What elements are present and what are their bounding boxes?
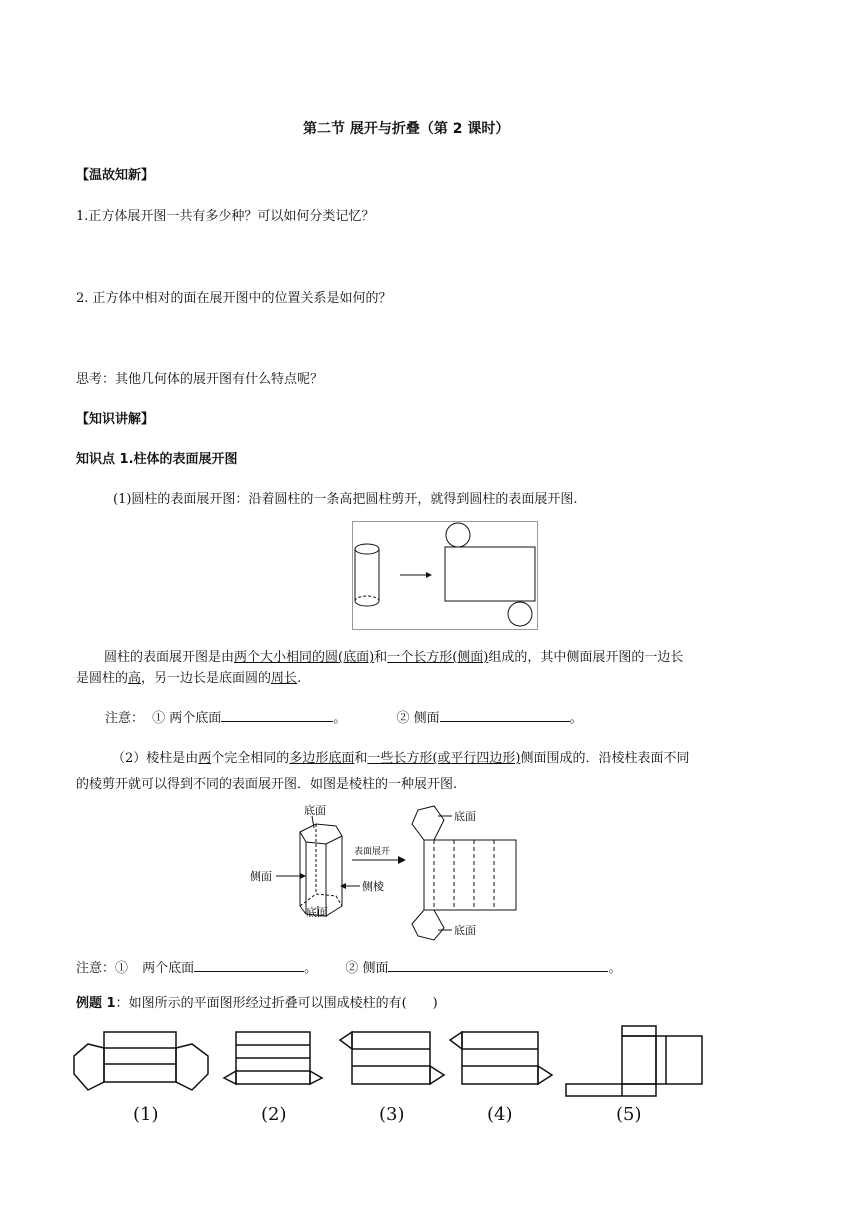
figure-2 [224,1032,322,1084]
text-fragment: （2）棱柱是由 [112,751,199,766]
note-item-bases: ① 两个底面 [152,711,222,726]
note-item-side: ② 侧面 [396,711,440,726]
answer-blank-bases-2[interactable] [194,957,304,972]
question-1: 1.正方体展开图一共有多少种？可以如何分类记忆？ [76,209,375,224]
text-fragment: ，另一边长是底面圆的 [141,671,272,686]
label-side: 侧面 [250,870,272,883]
underlined-term: 一个长方形(侧面) [387,650,489,665]
label-arrow-unfold: 表面展开 [354,847,391,857]
underlined-term: 多边形底面 [289,751,355,766]
text-fragment: 圆柱的表面展开图是由 [104,650,235,665]
cylinder-net-figure [352,521,538,631]
label-net-bottom-base: 底面 [454,924,476,937]
label-net-top-base: 底面 [454,810,476,823]
example-label: 例题 1 [76,996,116,1011]
figure-3 [340,1032,444,1084]
example-1 [76,992,438,1011]
note-item-side: ② 侧面 [345,961,389,976]
prism-paragraph-line2: 的棱剪开就可以得到不同的表面展开图．如图是棱柱的一种展开图. [76,777,458,792]
note-label: 注意：① [76,961,129,976]
cylinder-paragraph: (1)圆柱的表面展开图：沿着圆柱的一条高把圆柱剪开，就得到圆柱的表面展开图. [113,492,578,507]
text-fragment: 是圆柱的 [76,671,129,686]
text-fragment: 组成的，其中侧面展开图的一边长 [488,650,684,665]
label-lateral-edge: 侧棱 [362,880,384,893]
label-bottom-base: 底面 [306,906,328,919]
text-fragment: 。 [304,961,318,976]
prism-paragraph-line1 [112,747,690,766]
figure-caption-4: (4) [487,1104,513,1125]
underlined-term: 一些长方形(或平行四边形) [367,751,521,766]
question-2: 2. 正方体中相对的面在展开图中的位置关系是如何的？ [76,291,392,306]
answer-blank-bases[interactable] [221,707,333,722]
think-prompt: 思考：其他几何体的展开图有什么特点呢？ [76,372,324,387]
text-fragment: . [297,671,302,686]
underlined-term: 周长 [271,671,298,686]
figure-caption-5: (5) [616,1104,642,1125]
text-fragment: 。 [569,711,583,726]
answer-blank-side[interactable] [440,707,570,722]
underlined-term: 两 [198,751,212,766]
label-top-base: 底面 [304,804,326,817]
underlined-term: 两个大小相同的圆(底面) [234,650,375,665]
page-title: 第二节 展开与折叠（第 2 课时） [303,121,510,137]
cylinder-net-description-line2 [76,667,301,686]
underlined-term: 高 [128,671,142,686]
example-figures [70,1020,720,1102]
figure-5 [566,1026,702,1096]
note-1 [105,707,583,726]
section-heading-review: 【温故知新】 [76,168,155,183]
note-label: 注意： [105,711,145,726]
section-heading-knowledge: 【知识讲解】 [76,412,155,427]
text-fragment: 和 [354,751,368,766]
text-fragment: 和 [374,650,388,665]
note-item-bases: 两个底面 [142,961,195,976]
figure-caption-3: (3) [379,1104,405,1125]
text-fragment: 。 [608,961,622,976]
figure-caption-2: (2) [261,1104,287,1125]
answer-blank-side-2[interactable] [388,957,608,972]
text-fragment: 侧面围成的．沿棱柱表面不同 [520,751,690,766]
figure-1 [74,1032,208,1090]
figure-caption-1: (1) [133,1104,159,1125]
text-fragment: 。 [333,711,347,726]
text-fragment: 个完全相同的 [211,751,290,766]
knowledge-point-1-title: 知识点 1.柱体的表面展开图 [76,452,238,467]
figure-4 [450,1032,552,1084]
example-text: ：如图所示的平面图形经过折叠可以围成棱柱的有( ) [115,996,438,1011]
note-2 [76,957,621,976]
prism-net-figure [248,802,520,942]
cylinder-net-description-line1 [104,646,683,665]
